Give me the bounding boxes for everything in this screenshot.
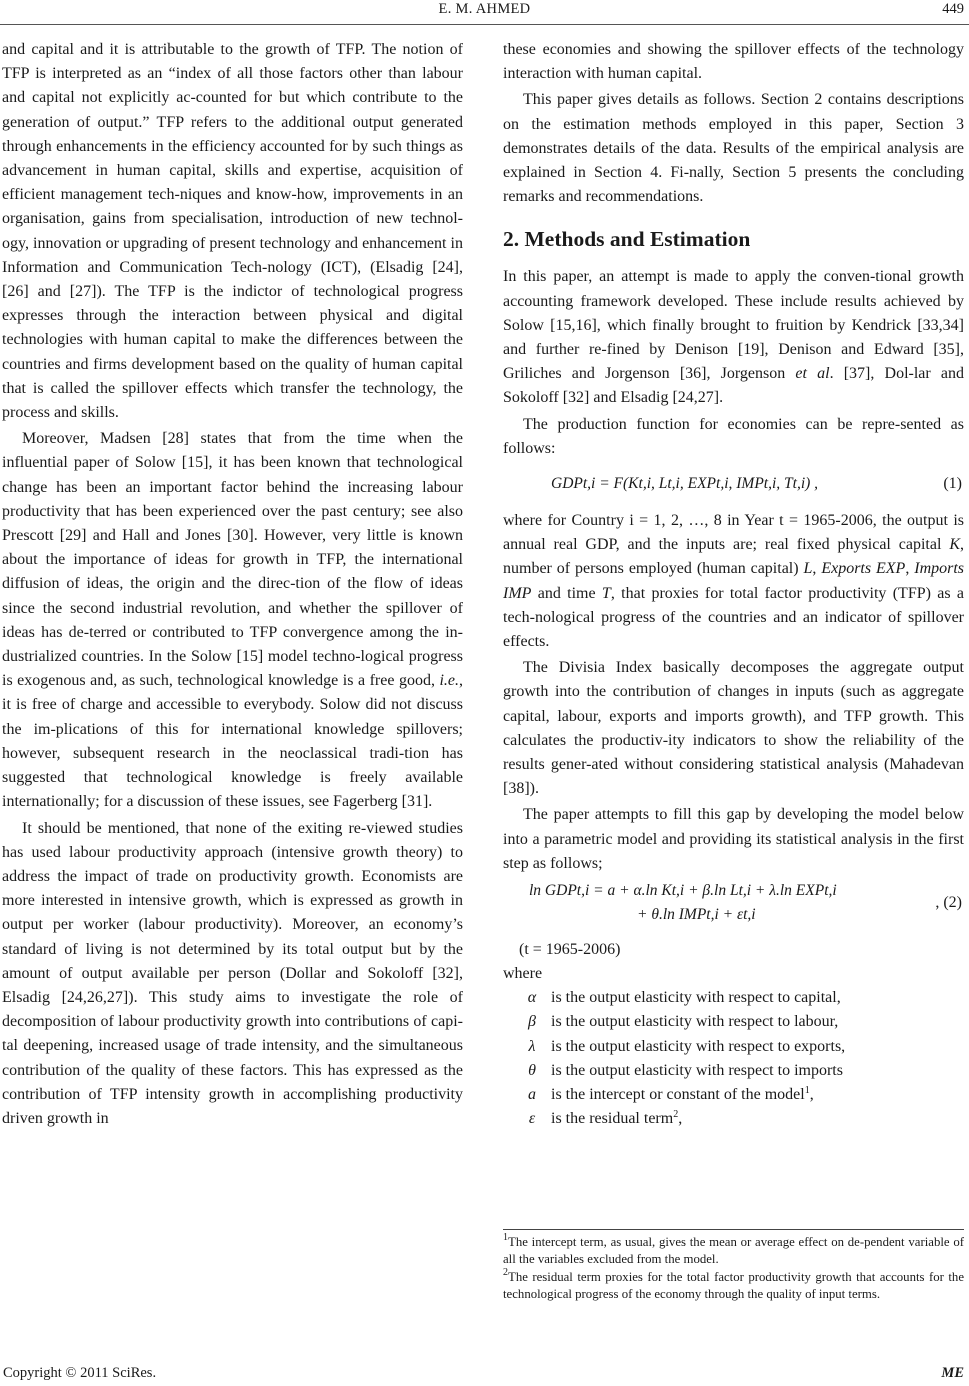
text-run-italic: K — [949, 536, 960, 554]
definition-symbol: β — [528, 1013, 536, 1031]
text-run: , number of persons employed (human capital) — [503, 536, 964, 578]
footnote-ref[interactable]: 1 — [804, 1084, 810, 1096]
text-run: , — [905, 560, 915, 578]
left-paragraph-2 — [2, 427, 463, 814]
right-paragraph-3 — [503, 265, 964, 410]
definition-symbol: α — [527, 989, 537, 1007]
footnote-ref[interactable]: 2 — [673, 1109, 679, 1121]
definition-item — [503, 1035, 964, 1059]
text-run-italic: i.e. — [439, 672, 459, 690]
definitions-list — [503, 986, 964, 1131]
definition-text: is the residual term — [551, 1110, 674, 1128]
right-column — [503, 38, 964, 1131]
right-paragraph-6: The Divisia Index basically decomposes the aggregate output growth into the contribution of changes in inputs (such as aggregate capital, labour, exports and imports growth), and TFP growth. This calculates the productiv-ity indicators to show the reliability of the results gener-ated without considering statistical analysis (Mahadevan [38]). — [503, 659, 964, 798]
section-heading: 2. Methods and Estimation — [503, 227, 751, 252]
equation-1 — [503, 471, 964, 501]
right-paragraph-7: The paper attempts to fill this gap by developing the model below into a parametric model and providing its statistical analysis in the first step as follows; — [503, 806, 964, 872]
definition-tail: , — [809, 1085, 814, 1103]
right-paragraph-2: This paper gives details as follows. Section 2 contains descriptions on the estimation methods employed in this paper, Section 3 demonstrates details of the data. Results of the empirical analysis are explained in Section 4. Fi-nally, Section 5 presents the concluding remarks and recommendations. — [503, 91, 964, 206]
equation-2-number: , (2) — [935, 894, 962, 912]
footnote-text: The residual term proxies for the total factor productivity growth that accounts for the technological progress of the economy through the quality of input terms. — [503, 1269, 964, 1301]
text-run: Moreover, Madsen [28] states that from the time when the influential paper of Solow [15], it has been known that technological change has been an important factor behind the increasing labour productivity that has been experienced over the past century; see also Prescott [29] and Hall and Jones [30]. However, very little is known about the importance of ideas for growth in TFP, the international diffusion of ideas, the origin and the direc-tion of the flow of ideas since the second industrial revolution, and whether the spillover of ideas has de-terred or contributed to TFP convergence among the in-dustrialized countries. In the Solow [15] model techno-logical progress is exogenous and, as such, technological knowledge is a free good, — [2, 430, 463, 690]
text-run: and time — [531, 584, 602, 602]
definition-item — [503, 1010, 964, 1034]
equation-2 — [503, 882, 964, 932]
text-run-italic: Exports EXP — [821, 560, 906, 578]
header-rule — [0, 24, 969, 25]
footnotes — [503, 1234, 964, 1303]
definition-item — [503, 1059, 964, 1083]
definition-item — [503, 986, 964, 1010]
footnote-text: The intercept term, as usual, gives the mean or average effect on de-pendent variable of all the variables excluded from the model. — [503, 1235, 964, 1267]
text-run: where for Country i = 1, 2, …, 8 in Year t = 1965-2006, the output is annual real GDP, and the inputs are; real fixed physical capital — [503, 512, 964, 554]
definition-item — [503, 1107, 964, 1131]
definition-text: is the output elasticity with respect to labour, — [551, 1013, 839, 1031]
definition-symbol: θ — [528, 1061, 536, 1079]
text-run: , that proxies for total factor productivity (TFP) as a tech-nological progress of the countries and an indicator of spillover effects. — [503, 584, 964, 651]
left-column — [2, 38, 463, 1131]
equation-2-range: (t = 1965-2006) — [519, 941, 621, 959]
equation-1-number: (1) — [943, 475, 962, 493]
definition-text: is the output elasticity with respect to imports — [551, 1061, 843, 1079]
footnote-rule — [503, 1229, 964, 1230]
text-run-italic: Imports IMP — [503, 560, 965, 602]
running-header-author: E. M. AHMED — [438, 1, 531, 17]
text-run: . [37], Dol-lar and Sokoloff [32] and Elsadig [24,27]. — [503, 365, 965, 407]
footnote-1 — [503, 1234, 964, 1269]
definition-text: is the intercept or constant of the model — [551, 1085, 805, 1103]
copyright-footer: Copyright © 2011 SciRes. — [3, 1365, 157, 1381]
definition-text: is the output elasticity with respect to exports, — [551, 1037, 846, 1055]
footnote-mark: 2 — [503, 1266, 508, 1278]
equation-1-body: GDPt,i = F(Kt,i, Lt,i, EXPt,i, IMPt,i, Tt,i) , — [551, 475, 819, 493]
text-run: , it is free of charge and accessible to everybody. Solow did not discuss the im-plications of this for international knowledge spillovers; however, subsequent research in the neoclassical tradi-tion has suggested that technological knowledge is freely available internationally; for a discussion of these issues, see Fagerberg [31]. — [2, 672, 463, 811]
right-paragraph-5 — [503, 509, 964, 654]
definition-symbol: ε — [528, 1110, 536, 1128]
page-number: 449 — [942, 1, 964, 17]
left-paragraph-3: It should be mentioned, that none of the exiting re-viewed studies has used labour productivity approach (intensive growth theory) to address the impact of trade on productivity growth. Economists are more interested in intensive growth, which is expressed as growth in output per worker (labour productivity). Moreover, an economy’s standard of living is not determined by its total output but by the amount of output available per person (Dollar and Sokoloff [32], Elsadig [24,26,27]). This study aims to investigate the role of decomposition of labour productivity growth into contributions of capi-tal deepening, increased usage of trade intensity, and the simultaneous contribution of the quality of these factors. This has expressed as the contribution of TFP intensity growth in accomplishing productivity driven growth in — [2, 819, 463, 1127]
text-run-italic: L — [803, 560, 813, 578]
definition-tail: , — [678, 1110, 683, 1128]
equation-2-line-1: ln GDPt,i = a + α.ln Kt,i + β.ln Lt,i + λ.ln EXPt,i — [529, 882, 837, 900]
text-run-italic: T — [601, 584, 611, 602]
journal-abbrev: ME — [941, 1365, 964, 1381]
footnote-2 — [503, 1266, 964, 1304]
text-run-italic: et al — [795, 365, 830, 383]
footnote-mark: 1 — [503, 1232, 508, 1243]
definition-symbol: a — [528, 1085, 536, 1103]
definition-item — [503, 1083, 964, 1107]
text-run: In this paper, an attempt is made to apply the conven-tional growth accounting framework developed. These include results achieved by Solow [15,16], which finally brought to fruition by Kendrick [33,34] and further re-fined by Denison [19], Denison and Edward [35], Griliches and Jorgenson [36], Jorgenson — [503, 268, 964, 383]
definition-text: is the output elasticity with respect to capital, — [551, 989, 841, 1007]
right-paragraph-4: The production function for economies can be repre-sented as follows: — [503, 415, 964, 457]
definition-symbol: λ — [528, 1037, 536, 1055]
left-paragraph-1: and capital and it is attributable to the growth of TFP. The notion of TFP is interpreted as an “index of all those factors other than labour and capital not explicitly ac-counted for but which contribute to the generation of output.” TFP refers to the additional output generated through enhancements in the efficiency accounted for by such things as advancement in human capital, skills and expertise, acquisition of efficient management tech-niques and know-how, improvements in an organisation, gains from specialisation, introduction of new technol-ogy, innovation or upgrading of present technology and enhancement in Information and Communication Tech-nology (ICT), (Elsadig [24], [26] and [27]). The TFP is the indictor of technological progress expresses through the interaction between physical and digital technologies with human capital to make the differences between the countries and firms development based on the quality of human capital that is called the spillover effects which transfer the technology, the process and skills. — [2, 41, 463, 422]
right-paragraph-1: these economies and showing the spillover effects of the technology interaction with human capital. — [503, 41, 964, 83]
text-run: , — [812, 560, 822, 578]
where-label: where — [503, 965, 543, 983]
equation-2-line-2: + θ.ln IMPt,i + εt,i — [637, 906, 756, 924]
